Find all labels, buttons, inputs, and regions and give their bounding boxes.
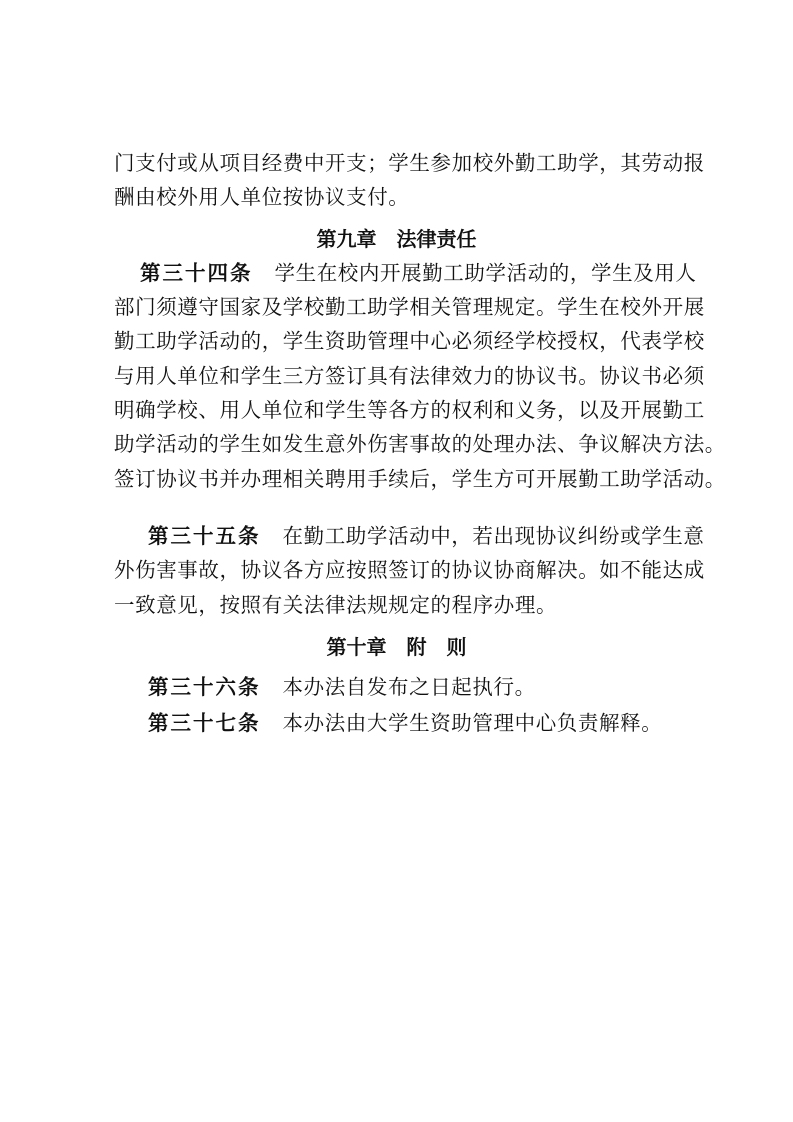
paragraph-line: 与用人单位和学生三方签订具有法律效力的协议书。协议书必须 xyxy=(114,364,705,388)
paragraph-line: 一致意见，按照有关法律法规规定的程序办理。 xyxy=(114,593,558,617)
paragraph-line: 门支付或从项目经费中开支；学生参加校外勤工助学，其劳动报 xyxy=(114,151,705,175)
article-text: 本办法由大学生资助管理中心负责解释。 xyxy=(282,711,663,735)
article-line xyxy=(148,670,704,704)
paragraph-line: 明确学校、用人单位和学生等各方的权利和义务，以及开展勤工 xyxy=(114,398,705,422)
article-label: 第三十六条 xyxy=(148,675,261,699)
article-line xyxy=(148,706,704,740)
article-label: 第三十五条 xyxy=(148,524,261,548)
article-text: 学生在校内开展勤工助学活动的，学生及用人 xyxy=(274,261,697,285)
article-label: 第三十四条 xyxy=(140,261,253,285)
paragraph-line: 部门须遵守国家及学校勤工助学相关管理规定。学生在校外开展 xyxy=(114,295,705,319)
paragraph-line: 酬由校外用人单位按协议支付。 xyxy=(114,185,410,209)
paragraph-line: 外伤害事故，协议各方应按照签订的协议协商解决。如不能达成 xyxy=(114,558,705,582)
article-text: 本办法自发布之日起执行。 xyxy=(282,675,536,699)
article-label: 第三十七条 xyxy=(148,711,261,735)
paragraph-line: 签订协议书并办理相关聘用手续后，学生方可开展勤工助学活动。 xyxy=(114,467,726,491)
paragraph-line: 勤工助学活动的，学生资助管理中心必须经学校授权，代表学校 xyxy=(114,329,705,353)
paragraph-line: 助学活动的学生如发生意外伤害事故的处理办法、争议解决方法。 xyxy=(114,432,726,456)
article-first-line xyxy=(140,256,704,290)
article-first-line xyxy=(148,519,704,553)
chapter-heading: 第九章 法律责任 xyxy=(316,227,477,251)
article-text: 在勤工助学活动中，若出现协议纠纷或学生意 xyxy=(282,524,705,548)
chapter-heading: 第十章 附 则 xyxy=(326,635,467,659)
